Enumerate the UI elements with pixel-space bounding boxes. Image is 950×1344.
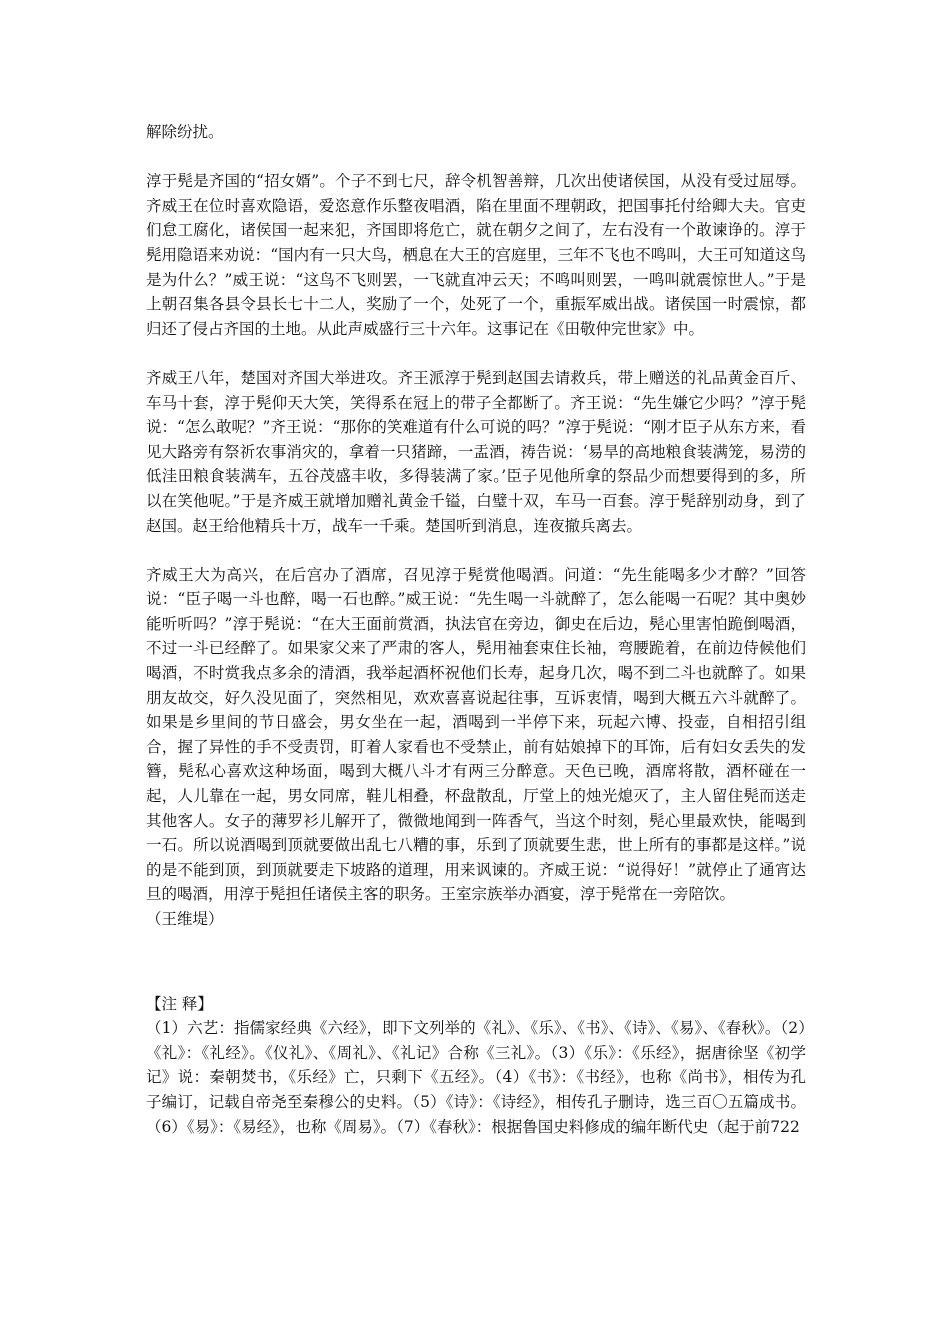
spacer — [146, 932, 806, 992]
notes-heading: 【注 释】 — [146, 994, 213, 1013]
notes-body: （1）六艺：指儒家经典《六经》，即下文列举的《礼》、《乐》、《书》、《诗》、《易》、《春秋》。（2）《礼》：《礼经》。《仪礼》、《周礼》、《礼记》合称《三礼》。（3）《乐》：《乐经》，据唐徐坚《初学记》说：秦朝焚书，《乐经》亡，只剩下《五经》。（4）《书》：《书经》，也称《尚书》，相传为孔子编订，记载自帝尧至秦穆公的史料。（5）《诗》：《诗经》，相传孔子删诗，选三百〇五篇成书。（6）《易》：《易经》，也称《周易》。（7）《春秋》：根据鲁国史料修成的编年断代史（起于前722 — [146, 1019, 806, 1136]
paragraph-bird-riddle: 淳于髡是齐国的“招女婿”。个子不到七尺，辞令机智善辩，几次出使诸侯国，从没有受过屈辱。齐威王在位时喜欢隐语，爱恣意作乐整夜唱酒，陷在里面不理朝政，把国事托付给卿大夫。官吏们怠工腐化，诸侯国一起来犯，齐国即将危亡，就在朝夕之间了，左右没有一个敢谏诤的。淳于髡用隐语来劝说：“国内有一只大鸟，栖息在大王的宫庭里，三年不飞也不鸣叫，大王可知道这鸟是为什么？”威王说：“这鸟不飞则罢，一飞就直冲云天；不鸣叫则罢，一鸣叫就震惊世人。”于是上朝召集各县令县长七十二人，奖励了一个，处死了一个，重振军威出战。诸侯国一时震惊，都归还了侵占齐国的土地。从此声威盛行三十六年。这事记在《田敬仲完世家》中。 — [146, 172, 806, 338]
author-signature: （王维堤） — [146, 910, 224, 928]
paragraph-drinking-admonition: 齐威王大为高兴，在后宫办了酒席，召见淳于髡赏他喝酒。问道：“先生能喝多少才醉？”回答说：“臣子喝一斗也醉，喝一石也醉。”威王说：“先生喝一斗就醉了，怎么能喝一石呢？其中奥妙能听听吗？”淳于髡说：“在大王面前赏酒，执法官在旁边，御史在后边，髡心里害怕跪倒喝酒，不过一斗已经醉了。如果家父来了严肃的客人，髡用袖套束住长袖，弯腰跪着，在前边侍候他们喝酒，不时赏我点多余的清酒，我举起酒杯祝他们长寿，起身几次，喝不到二斗也就醉了。如果朋友故交，好久没见面了，突然相见，欢欢喜喜说起往事，互诉衷情，喝到大概五六斗就醉了。如果是乡里间的节日盛会，男女坐在一起，酒喝到一半停下来，玩起六博、投壶，自相招引组合，握了异性的手不受责罚，盯着人家看也不受禁止，前有姑娘掉下的耳饰，后有妇女丢失的发簪，髡私心喜欢这种场面，喝到大概八斗才有两三分醉意。天色已晚，酒席将散，酒杯碰在一起，人儿靠在一起，男女同席，鞋儿相叠，杯盘散乱，厅堂上的烛光熄灭了，主人留住髡而送走其他客人。女子的薄罗衫儿解开了，微微地闻到一阵香气，当这个时刻，髡心里最欢快，能喝到一石。所以说酒喝到顶就要做出乱七八糟的事，乐到了顶就要生悲，世上所有的事都是这样。”说的是不能到顶，到顶就要走下坡路的道理，用来讽谏的。齐威王说：“说得好！”就停止了通宵达旦的喝酒，用淳于髡担任诸侯主客的职务。王室宗族举办酒宴，淳于髡常在一旁陪饮。 — [146, 565, 806, 904]
opening-fragment: 解除纷扰。 — [146, 123, 224, 141]
paragraph-zhao-mission: 齐威王八年，楚国对齐国大举进攻。齐王派淳于髡到赵国去请救兵，带上赠送的礼品黄金百斤、车马十套，淳于髡仰天大笑，笑得系在冠上的带子全都断了。齐王说：“先生嫌它少吗？”淳于髡说：“怎么敢呢？”齐王说：“那你的笑难道有什么可说的吗？”淳于髡说：“刚才臣子从东方来，看见大路旁有祭祈农事消灾的，拿着一只猪蹄，一盂酒，祷告说：‘易旱的高地粮食装满笼，易涝的低洼田粮食装满车，五谷茂盛丰收，多得装满了家。’臣子见他所拿的祭品少而想要得到的多，所以在笑他呢。”于是齐威王就增加赠礼黄金千镒，白璧十双，车马一百套。淳于髡辞别动身，到了赵国。赵王给他精兵十万，战车一千乘。楚国听到消息，连夜撤兵离去。 — [146, 368, 806, 535]
document-page — [146, 120, 806, 1139]
